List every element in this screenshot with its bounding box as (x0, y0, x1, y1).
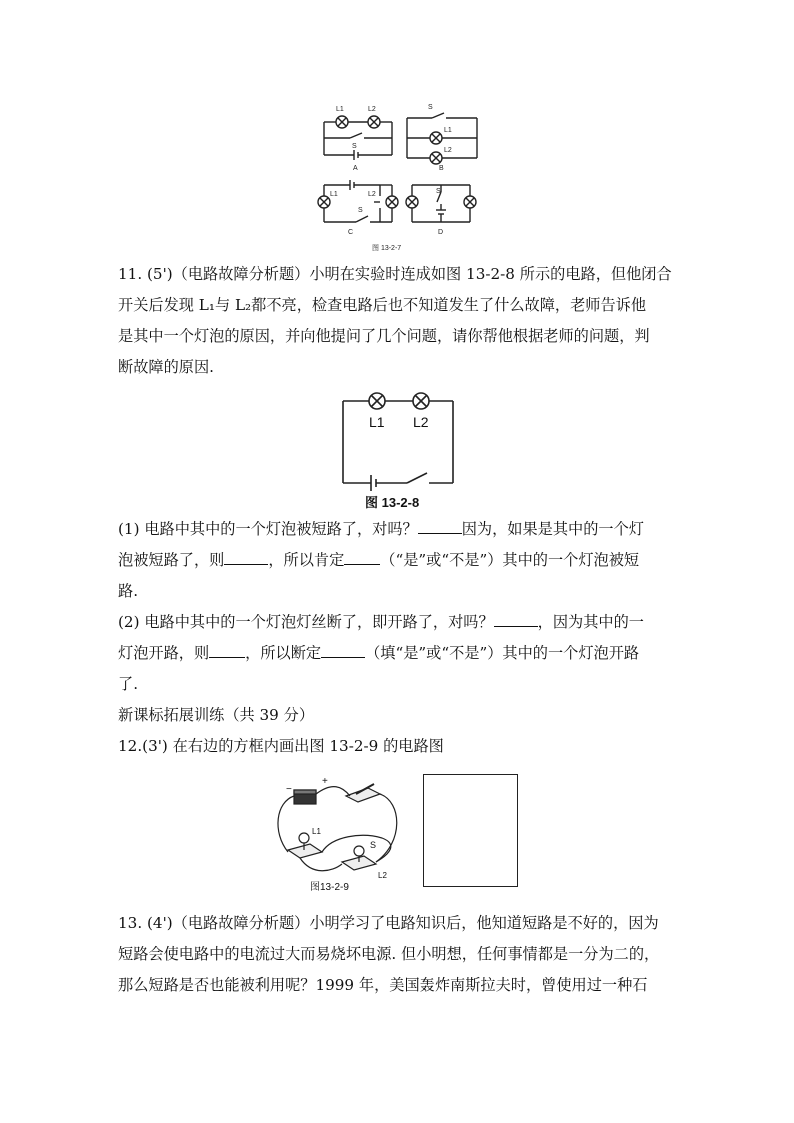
label-l1: L1 (369, 414, 385, 430)
lamp-l2-icon (413, 393, 429, 409)
label-l1: L1 (330, 191, 338, 198)
question-11-parts (118, 514, 678, 762)
lamp-icon (430, 132, 442, 144)
label-s: S (370, 840, 377, 850)
figure-13-2-7 (312, 100, 482, 255)
figure-13-2-8 (335, 385, 463, 515)
lamp-l1-icon (288, 833, 322, 858)
q11-2-line-1: (2) 电路中其中的一个灯泡灯丝断了，即开路了，对吗？ ，因为其中的一 (118, 613, 644, 631)
q11-2-line-3: 了. (118, 675, 139, 693)
figure-13-2-9 (272, 772, 410, 898)
panel-label-d: D (438, 229, 444, 236)
section-title: 新课标拓展训练（共 39 分） (118, 706, 315, 724)
label-s: S (436, 188, 441, 195)
label-l2: L2 (378, 871, 387, 880)
circuit-d (406, 185, 476, 222)
battery-icon (294, 790, 316, 804)
answer-blank[interactable] (494, 612, 538, 627)
q11-line-4: 断故障的原因. (118, 358, 214, 376)
lamp-icon (464, 196, 476, 208)
circuit-a (324, 116, 392, 160)
figure-caption: 图 13-2-7 (372, 245, 402, 252)
label-s: S (358, 207, 363, 214)
label-l1: L1 (312, 827, 321, 836)
q11-line-1: 11. (5')（电路故障分析题）小明在实验时连成如图 13-2-8 所示的电路，但他闭合 (118, 265, 672, 283)
q11-1-line-3: 路. (118, 582, 139, 600)
lamp-l1-icon (369, 393, 385, 409)
q11-line-3: 是其中一个灯泡的原因，并向他提问了几个问题，请你帮他根据老师的问题，判 (118, 327, 650, 345)
answer-blank[interactable] (344, 550, 380, 565)
q13-line-2: 短路会使电路中的电流过大而易烧坏电源. 但小明想，任何事情都是一分为二的， (118, 945, 660, 963)
question-11 (118, 259, 678, 383)
q11-1-line-2: 泡被短路了，则 ，所以肯定 （“是”或“不是”）其中的一个灯泡被短 (118, 551, 640, 569)
question-12: 12.(3') 在右边的方框内画出图 13-2-9 的电路图 (118, 737, 444, 755)
circuit-c (318, 180, 398, 222)
panel-label-c: C (348, 229, 354, 236)
answer-blank[interactable] (321, 643, 365, 658)
answer-drawing-box[interactable] (423, 774, 518, 887)
label-l2: L2 (368, 191, 376, 198)
q13-line-3: 那么短路是否也能被利用呢？1999 年，美国轰炸南斯拉夫时，曾使用过一种石 (118, 976, 648, 994)
label-l1: L1 (444, 127, 452, 134)
switch-icon (346, 784, 380, 802)
figure-caption: 图 13-2-8 (365, 495, 420, 510)
label-l2: L2 (368, 106, 376, 113)
label-l2: L2 (444, 147, 452, 154)
label-l2: L2 (413, 414, 429, 430)
lamp-icon (430, 152, 442, 164)
lamp-icon (406, 196, 418, 208)
question-13 (118, 908, 678, 1001)
label-s: S (428, 104, 433, 111)
q11-line-2: 开关后发现 L₁与 L₂都不亮，检查电路后也不知道发生了什么故障，老师告诉他 (118, 296, 647, 314)
q11-2-line-2: 灯泡开路，则 ，所以断定 （填“是”或“不是”）其中的一个灯泡开路 (118, 644, 640, 662)
lamp-icon (386, 196, 398, 208)
plus-label: + (322, 776, 328, 787)
answer-blank[interactable] (418, 519, 462, 534)
lamp-icon (368, 116, 380, 128)
panel-label-a: A (353, 165, 358, 172)
q13-line-1: 13. (4')（电路故障分析题）小明学习了电路知识后，他知道短路是不好的，因为 (118, 914, 659, 932)
q11-1-line-1: (1) 电路中其中的一个灯泡被短路了，对吗？ 因为，如果是其中的一个灯 (118, 520, 644, 538)
figure-caption: 图13-2-9 (310, 882, 349, 893)
lamp-icon (318, 196, 330, 208)
panel-label-b: B (439, 165, 444, 172)
lamp-icon (336, 116, 348, 128)
answer-blank[interactable] (209, 643, 245, 658)
label-s: S (352, 143, 357, 150)
circuit-b (407, 113, 477, 164)
label-l1: L1 (336, 106, 344, 113)
answer-blank[interactable] (224, 550, 268, 565)
minus-label: − (286, 784, 292, 795)
